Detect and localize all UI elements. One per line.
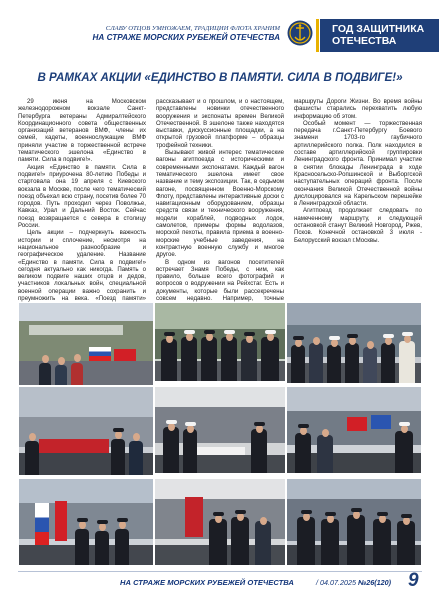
rubric-badge <box>320 19 439 52</box>
photo-officers-group <box>154 302 286 382</box>
article-title: В РАМКАХ АКЦИИ «ЕДИНСТВО В ПАМЯТИ. СИЛА В ПОДВИГЕ!» <box>37 71 403 84</box>
photo-veterans-line <box>286 302 422 384</box>
footer-newspaper-title: НА СТРАЖЕ МОРСКИХ РУБЕЖЕЙ ОТЕЧЕСТВА <box>120 578 294 587</box>
photo-sailors-parade <box>154 386 286 474</box>
page-header <box>0 0 439 54</box>
footer-divider <box>18 571 422 572</box>
footer-date: / 04.07.2025 - <box>316 578 361 587</box>
article-body <box>18 98 422 303</box>
rubric-line-1: ГОД ЗАЩИТНИКА <box>332 23 425 35</box>
article-paragraph: Агитпоезд продолжает следовать по намеченному маршруту, и следующей остановкой станут Великий Новгород, Ржев, Псков. Конечной остановкой 3 июля - Белорусский вокзал г.Москвы. <box>294 207 422 244</box>
photo-officers-platform <box>286 478 422 566</box>
rubric-line-2: ОТЕЧЕСТВА <box>332 35 397 47</box>
header-newspaper-title: НА СТРАЖЕ МОРСКИХ РУБЕЖЕЙ ОТЕЧЕСТВА <box>92 33 280 42</box>
rubric-accent-stripe <box>316 19 319 52</box>
photo-train-flags <box>18 302 154 386</box>
page-number: 9 <box>408 570 419 591</box>
header-slogan: СЛАВУ ОТЦОВ УМНОЖАЕМ, ТРАДИЦИИ ФЛОТА ХРАНИМ <box>105 25 280 32</box>
article-paragraph: 29 июня на Московском железнодорожном вокзале Санкт-Петербурга ветераны Адмиралтейского Координационного совета общественных организаций ветеранов ВМФ, члены их семей, кадеты, военнослужащие ВМФ приняли участие в торжественной встрече тематического эшелона «Единство в памяти. Сила в подвиге!». <box>18 98 146 164</box>
article-paragraph: Цель акции – подчеркнуть важность истории и сплочение, несмотря на национальное разнообразие и географическое удаление. Название «Единство в памяти. Сила в подвиге!» сегодня актуально как никогда. Память о великом подвиге наших отцов и дедов, участников локальных войн, специальной военной операции важно сохранить и преумножить на века. «Поезд памяти» рассказывает и о прошлом, и о настоящем, представлены новинки отечественного вооружения и экспонаты времен Великой Отечественной. В эшелоне также находятся выставки, дискуссионные площадки, а на открытой грузовой платформе – образцы трофейной техники. <box>18 98 284 303</box>
photo-banner-ceremony <box>154 478 286 566</box>
photo-crowd-banner <box>18 386 154 476</box>
page-footer <box>0 567 439 600</box>
article-paragraph: Акция «Единство в памяти. Сила в подвиге!» приурочена 80-летию Победы и стартовала она 19 апреля с Киевского вокзала в Москве, после чего тематический поезд объехал всю страну, посетив более 70 городов. Путь проходил через Поволжье, Кавказ, Урал и Дальний Восток. Сейчас поезд возвращается с севера в столицу России. <box>18 163 146 230</box>
article-paragraph: В одном из вагонов посетителей встречает Знамя Победы, с ним, как правило, больше всего фотографий и вопросов о водружении на Рейхстаг. Есть и документы, которые были рассекречены совсем недавно. Например, точные маршруты Дороги Жизни. Во время войны фашисты старались перехватить любую информацию об этом. <box>156 98 422 303</box>
footer-issue-number: №26(120) <box>358 578 392 587</box>
article-paragraph: Особый момент — торжественная передача г.Санкт-Петербургу Боевого знамени 1703-го гаубичного артиллерийского полка. Полк находился в составе артиллерийской группировки Ленинградского фронта. Принимал участие в снятии блокады Ленинграда в ходе Красносельско-Ропшинской и Выборгской наступательных операций фронта. После окончания Великой Отечественной войны дислоцировался на Карельском перешейке в Ленинградской области. <box>294 119 422 208</box>
naval-emblem-icon <box>287 20 313 46</box>
article-paragraph: Вызывают живой интерес тематические вагоны агитпоезда с историческими и современными экспонатами. Каждый вагон тематического эшелона имеет свое название и тему экспозиции. Так, в седьмом вагоне, посвященном Военно-Морскому Флоту, представлены интерактивные доски с навигационным оборудованием, образцы средств связи и технического вооружения, модели кораблей, подводных лодок, самолетов, примеры формы водолазов, морской пехоты, правила приема в военно-морские учебные заведения, на контрактную военную службу и многое другое. <box>156 149 284 259</box>
photo-rally-flags <box>286 386 422 474</box>
photo-cadets-flags <box>18 478 154 566</box>
